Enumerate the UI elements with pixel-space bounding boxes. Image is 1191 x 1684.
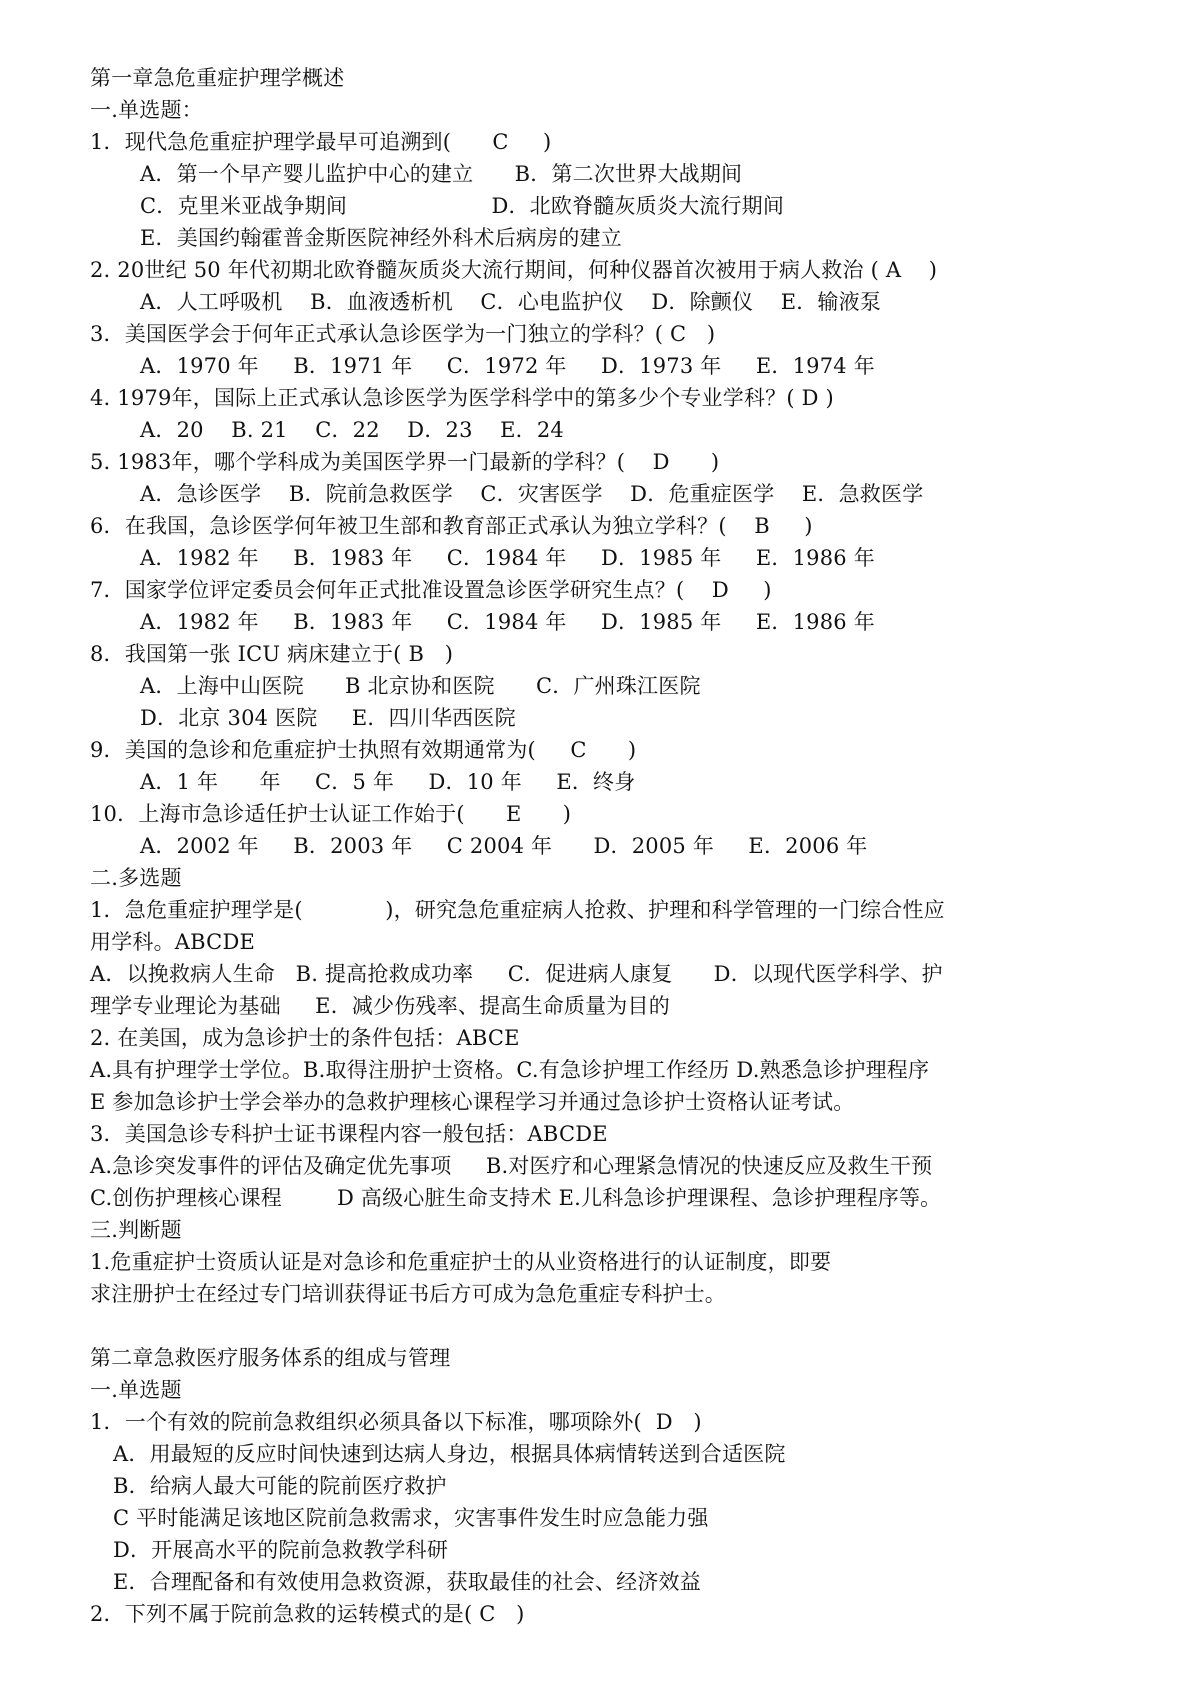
question-5: 5. 1983年，哪个学科成为美国医学界一门最新的学科？( D ) bbox=[90, 450, 720, 474]
multi-question-2: 2. 在美国，成为急诊护士的条件包括：ABCE bbox=[90, 1026, 520, 1050]
section-multiple-choice: 二.多选题 bbox=[90, 866, 182, 890]
multi-question-3-options-1: A.急诊突发事件的评估及确定优先事项 B.对医疗和心理紧急情况的快速反应及救生干预 bbox=[90, 1154, 933, 1178]
chapter-2-question-1-option-b: B．给病人最大可能的院前医疗救护 bbox=[113, 1474, 447, 1498]
question-10: 10．上海市急诊适任护士认证工作始于( E ) bbox=[90, 802, 572, 826]
document-page bbox=[0, 62, 1191, 1630]
question-7-options: A．1982 年 B．1983 年 C．1984 年 D．1985 年 E．1986 年 bbox=[140, 610, 875, 634]
spacer bbox=[0, 1310, 1191, 1342]
chapter-2-section-single-choice: 一.单选题 bbox=[90, 1378, 182, 1402]
question-5-options: A．急诊医学 B．院前急救医学 C．灾害医学 D．危重症医学 E．急救医学 bbox=[140, 482, 924, 506]
question-6: 6．在我国，急诊医学何年被卫生部和教育部正式承认为独立学科？( B ) bbox=[90, 514, 813, 538]
judgement-1-line-2: 求注册护士在经过专门培训获得证书后方可成为急危重症专科护士。 bbox=[90, 1282, 726, 1306]
multi-question-3-options-2: C.创伤护理核心课程 D 高级心脏生命支持术 E.儿科急诊护理课程、急诊护理程序等。 bbox=[90, 1186, 942, 1210]
chapter-2-question-1-option-a: A．用最短的反应时间快速到达病人身边，根据具体病情转送到合适医院 bbox=[113, 1442, 786, 1466]
question-9: 9．美国的急诊和危重症护士执照有效期通常为( C ) bbox=[90, 738, 637, 762]
question-4-options: A．20 B. 21 C．22 D．23 E．24 bbox=[140, 418, 564, 442]
section-true-false: 三.判断题 bbox=[90, 1218, 182, 1242]
multi-question-2-options-1: A.具有护理学士学位。B.取得注册护士资格。C.有急诊护埋工作经历 D.熟悉急诊护理程序 bbox=[90, 1058, 930, 1082]
chapter-2-question-1-option-e: E．合理配备和有效使用急救资源，获取最佳的社会、经济效益 bbox=[113, 1570, 701, 1594]
multi-question-1-options-2: 理学专业理论为基础 E．减少伤残率、提高生命质量为目的 bbox=[90, 994, 670, 1018]
question-3-options: A．1970 年 B．1971 年 C．1972 年 D．1973 年 E．1974 年 bbox=[140, 354, 875, 378]
question-3: 3．美国医学会于何年正式承认急诊医学为一门独立的学科？( C ) bbox=[90, 322, 716, 346]
multi-question-2-options-2: E 参加急诊护士学会举办的急救护理核心课程学习并通过急诊护士资格认证考试。 bbox=[90, 1090, 855, 1114]
question-2: 2. 20世纪 50 年代初期北欧脊髓灰质炎大流行期间，何种仪器首次被用于病人救治 ( A ) bbox=[90, 258, 938, 282]
question-8-options-row-2: D．北京 304 医院 E．四川华西医院 bbox=[140, 706, 516, 730]
section-single-choice: 一.单选题： bbox=[90, 98, 203, 122]
question-1: 1．现代急危重症护理学最早可追溯到( C ) bbox=[90, 130, 552, 154]
question-6-options: A．1982 年 B．1983 年 C．1984 年 D．1985 年 E．1986 年 bbox=[140, 546, 875, 570]
multi-question-1-line-1: 1．急危重症护理学是( )，研究急危重症病人抢救、护理和科学管理的一门综合性应 bbox=[90, 898, 945, 922]
multi-question-3: 3．美国急诊专科护士证书课程内容一般包括：ABCDE bbox=[90, 1122, 608, 1146]
question-8: 8．我国第一张 ICU 病床建立于( B ) bbox=[90, 642, 454, 666]
chapter-2-question-1-option-d: D．开展高水平的院前急救教学科研 bbox=[113, 1538, 449, 1562]
chapter-1-title: 第一章急危重症护理学概述 bbox=[90, 66, 345, 90]
question-1-options-row-1: A．第一个早产婴儿监护中心的建立 B．第二次世界大战期间 bbox=[140, 162, 743, 186]
multi-question-1-options-1: A．以挽救病人生命 B. 提高抢救成功率 C．促进病人康复 D．以现代医学科学、护 bbox=[90, 962, 943, 986]
question-1-options-row-2: C．克里米亚战争期间 D．北欧脊髓灰质炎大流行期间 bbox=[140, 194, 785, 218]
chapter-2-question-2: 2．下列不属于院前急救的运转模式的是( C ) bbox=[90, 1602, 525, 1626]
chapter-2-question-1-option-c: C 平时能满足该地区院前急救需求，灾害事件发生时应急能力强 bbox=[113, 1506, 709, 1530]
judgement-1-line-1: 1.危重症护士资质认证是对急诊和危重症护士的从业资格进行的认证制度，即要 bbox=[90, 1250, 832, 1274]
question-2-options: A．人工呼吸机 B．血液透析机 C．心电监护仪 D．除颤仪 E．输液泵 bbox=[140, 290, 882, 314]
question-4: 4. 1979年，国际上正式承认急诊医学为医学科学中的第多少个专业学科？( D ) bbox=[90, 386, 834, 410]
question-8-options-row-1: A．上海中山医院 B 北京协和医院 C．广州珠江医院 bbox=[140, 674, 701, 698]
multi-question-1-line-2: 用学科。ABCDE bbox=[90, 930, 256, 954]
chapter-2-question-1: 1．一个有效的院前急救组织必须具备以下标准，哪项除外( D ) bbox=[90, 1410, 702, 1434]
question-1-options-row-3: E．美国约翰霍普金斯医院神经外科术后病房的建立 bbox=[140, 226, 622, 250]
question-7: 7．国家学位评定委员会何年正式批准设置急诊医学研究生点？( D ) bbox=[90, 578, 772, 602]
question-9-options: A．1 年 年 C．5 年 D．10 年 E．终身 bbox=[140, 770, 636, 794]
question-10-options: A．2002 年 B．2003 年 C 2004 年 D．2005 年 E．2006 年 bbox=[140, 834, 868, 858]
chapter-2-title: 第二章急救医疗服务体系的组成与管理 bbox=[90, 1346, 451, 1370]
